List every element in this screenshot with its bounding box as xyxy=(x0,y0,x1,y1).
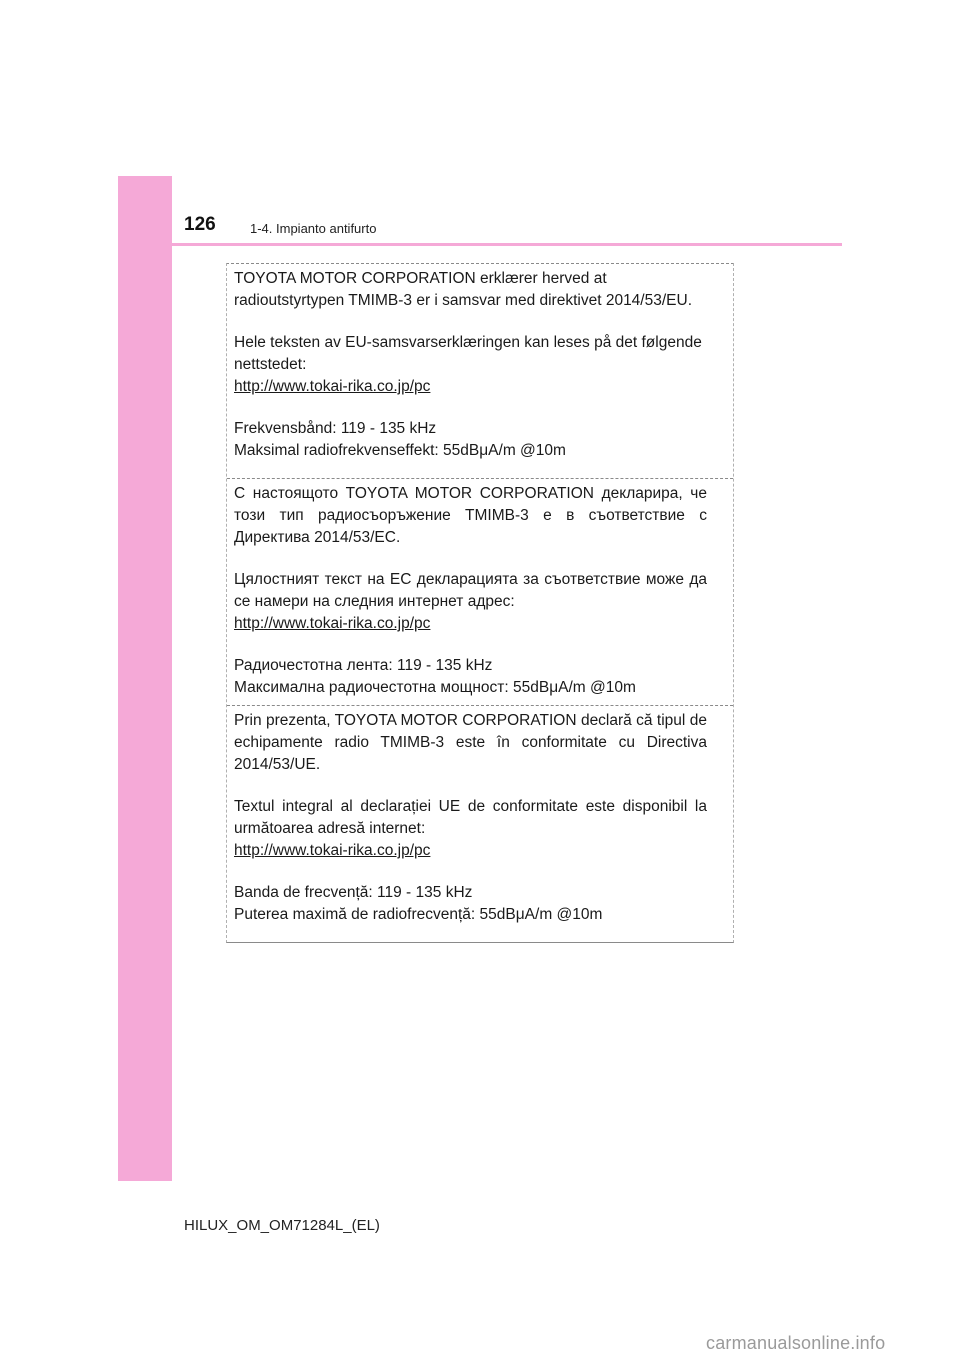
max-power-text: Maksimal radiofrekvenseffekt: 55dBμA/m @10m xyxy=(234,442,566,459)
fulltext-paragraph xyxy=(234,569,707,635)
declaration-line: С настоящото TOYOTA MOTOR CORPORATION декларира, че xyxy=(234,485,707,502)
side-color-band xyxy=(118,176,172,1181)
header-rule xyxy=(118,243,842,246)
specs-paragraph xyxy=(234,882,707,926)
max-power-text: Puterea maximă de radiofrecvență: 55dBμA/m @10m xyxy=(234,906,603,923)
fulltext-line: Hele teksten av EU-samsvarserklæringen kan leses på det følgende xyxy=(234,334,702,351)
fulltext-line: următoarea adresă internet: xyxy=(234,820,426,837)
declaration-line: TOYOTA MOTOR CORPORATION erklærer herved at xyxy=(234,270,607,287)
specs-paragraph xyxy=(234,418,707,462)
specs-paragraph xyxy=(234,655,707,699)
declaration-line: този тип радиосъоръжение TMIMB-3 е в съответствие с xyxy=(234,507,707,524)
fulltext-line: Цялостният текст на ЕС декларацията за съответствие може да xyxy=(234,571,707,588)
declaration-link[interactable]: http://www.tokai-rika.co.jp/pc xyxy=(234,378,431,395)
fulltext-line: се намери на следния интернет адрес: xyxy=(234,593,515,610)
fulltext-paragraph xyxy=(234,796,707,862)
site-watermark: carmanualsonline.info xyxy=(706,1333,886,1353)
page-number: 126 xyxy=(184,214,216,235)
declaration-paragraph xyxy=(234,710,707,776)
fulltext-paragraph xyxy=(234,332,707,398)
declaration-link[interactable]: http://www.tokai-rika.co.jp/pc xyxy=(234,615,431,632)
fulltext-line: Textul integral al declarației UE de conformitate este disponibil la xyxy=(234,798,707,815)
regulatory-notice-box xyxy=(226,263,734,943)
declaration-paragraph xyxy=(234,483,707,549)
declaration-line: Директива 2014/53/ЕС. xyxy=(234,529,401,546)
frequency-band-text: Радиочестотна лента: 119 - 135 kHz xyxy=(234,657,493,674)
notice-section-bulgarian xyxy=(227,478,733,705)
manual-code: HILUX_OM_OM71284L_(EL) xyxy=(184,1217,380,1234)
declaration-line: 2014/53/UE. xyxy=(234,756,321,773)
declaration-line: radioutstyrtypen TMIMB-3 er i samsvar med direktivet 2014/53/EU. xyxy=(234,292,692,309)
fulltext-line: nettstedet: xyxy=(234,356,307,373)
notice-section-romanian xyxy=(227,705,733,942)
declaration-link[interactable]: http://www.tokai-rika.co.jp/pc xyxy=(234,842,431,859)
frequency-band-text: Frekvensbånd: 119 - 135 kHz xyxy=(234,420,437,437)
declaration-paragraph xyxy=(234,268,707,312)
declaration-line: Prin prezenta, TOYOTA MOTOR CORPORATION declară că tipul de xyxy=(234,712,707,729)
declaration-line: echipamente radio TMIMB-3 este în conformitate cu Directiva xyxy=(234,734,707,751)
max-power-text: Максимална радиочестотна мощност: 55dBμA/m @10m xyxy=(234,679,636,696)
frequency-band-text: Banda de frecvență: 119 - 135 kHz xyxy=(234,884,473,901)
section-title: 1-4. Impianto antifurto xyxy=(250,221,377,236)
notice-section-norwegian xyxy=(227,264,733,478)
